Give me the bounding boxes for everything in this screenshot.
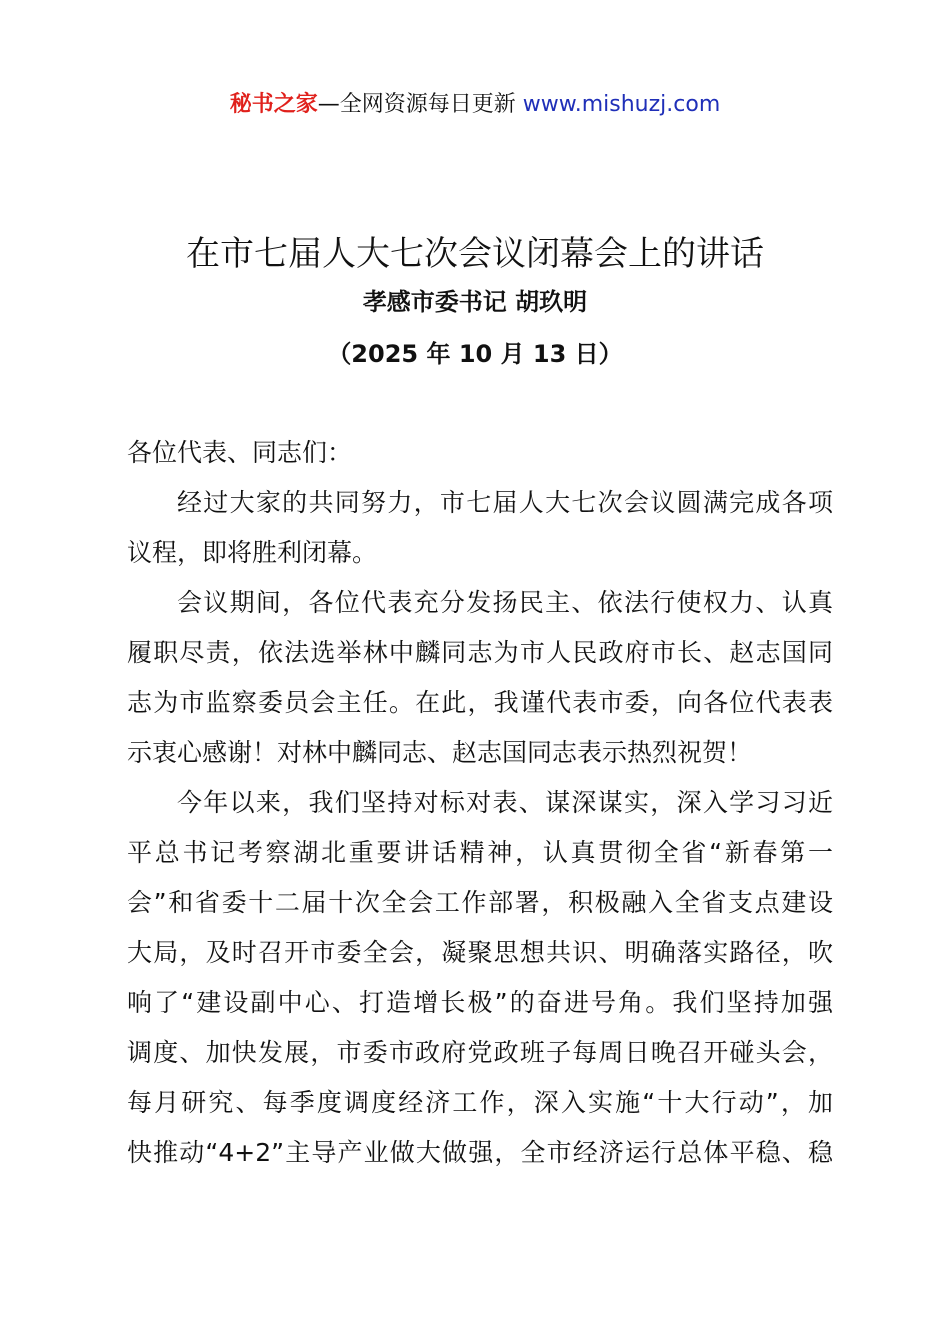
paragraph-line: 今年以来，我们坚持对标对表、谋深谋实，深入学习习近 [177, 788, 833, 817]
header-banner [0, 88, 950, 122]
paragraph-3 [127, 778, 833, 1178]
paragraph-line: 示衷心感谢！对林中麟同志、赵志国同志表示热烈祝贺！ [127, 738, 753, 767]
paragraph-line: 经过大家的共同努力，市七届人大七次会议圆满完成各项 [177, 488, 833, 517]
paragraph-line: 大局，及时召开市委全会，凝聚思想共识、明确落实路径，吹 [127, 938, 833, 967]
document-date: （2025 年 10 月 13 日） [327, 340, 623, 368]
banner-brand: 秘书之家 [229, 92, 318, 117]
banner-url-link[interactable]: www.mishuzj.com [522, 92, 721, 117]
paragraph-line: 响了“建设副中心、打造增长极”的奋进号角。我们坚持加强 [127, 988, 833, 1017]
paragraph-2 [127, 578, 833, 778]
paragraph-line: 志为市监察委员会主任。在此，我谨代表市委，向各位代表表 [127, 688, 833, 717]
paragraph-line: 会”和省委十二届十次全会工作部署，积极融入全省支点建设 [127, 888, 833, 917]
salutation: 各位代表、同志们： [127, 438, 353, 467]
document-title: 在市七届人大七次会议闭幕会上的讲话 [186, 234, 764, 274]
paragraph-line: 履职尽责，依法选举林中麟同志为市人民政府市长、赵志国同 [127, 638, 833, 667]
paragraph-line: 平总书记考察湖北重要讲话精神，认真贯彻全省“新春第一 [127, 838, 833, 867]
paragraph-line: 每月研究、每季度调度经济工作，深入实施“十大行动”，加 [127, 1088, 833, 1117]
document-body [127, 428, 833, 1178]
paragraph-line: 快推动“4+2”主导产业做大做强，全市经济运行总体平稳、稳 [127, 1138, 833, 1167]
document-author: 孝感市委书记 胡玖明 [362, 288, 588, 316]
paragraph-1 [127, 478, 833, 578]
paragraph-line: 议程，即将胜利闭幕。 [127, 538, 378, 567]
paragraph-line: 调度、加快发展，市委市政府党政班子每周日晚召开碰头会， [127, 1038, 833, 1067]
banner-tagline: —全网资源每日更新 [317, 92, 523, 117]
paragraph-line: 会议期间，各位代表充分发扬民主、依法行使权力、认真 [177, 588, 833, 617]
